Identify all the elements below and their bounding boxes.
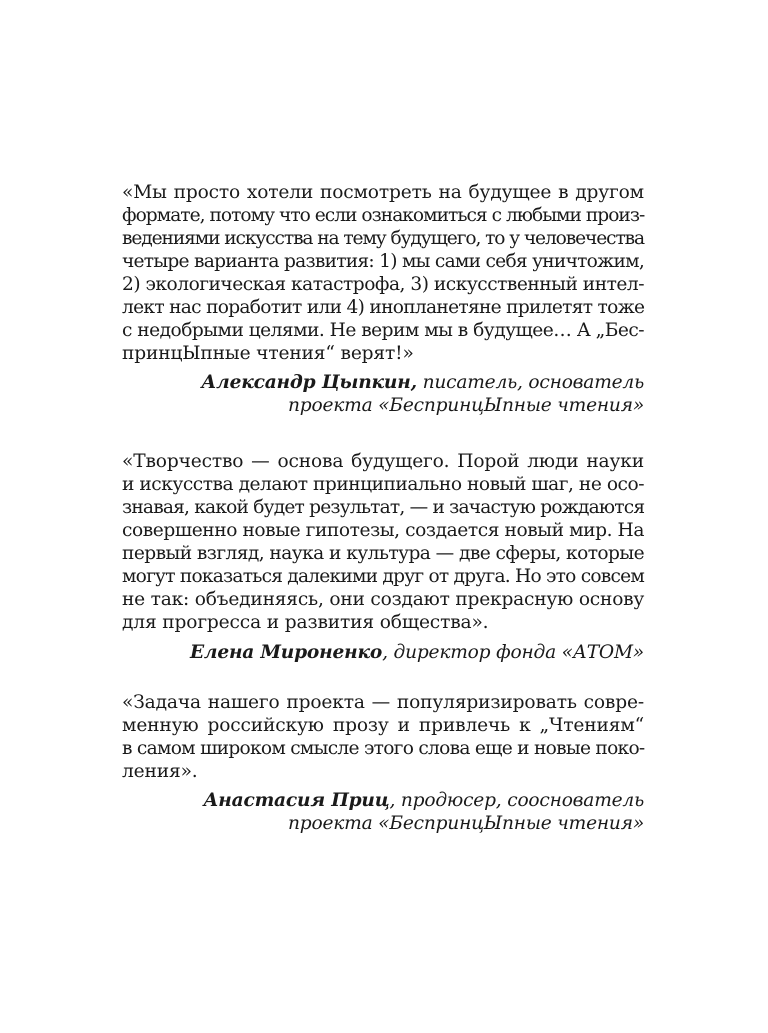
author-role: , директор фонда «АТОМ» — [382, 642, 644, 663]
quote-line: лект нас поработит или 4) инопланетяне прилетят тоже — [122, 297, 645, 318]
quote-attribution — [201, 371, 644, 394]
quote-attribution — [190, 641, 644, 664]
quote-line: принцЫпные чтения“ верят!» — [122, 343, 414, 364]
quote-line: ведениями искусства на тему будущего, то у человечества — [122, 228, 645, 249]
quote-line: и искусства делают принципиально новый шаг, не осо- — [122, 474, 644, 495]
quote-line: знавая, какой будет результат, — и зачастую рождаются — [122, 497, 645, 518]
quote-line: формате, потому что если ознакомиться с любыми произ- — [122, 205, 645, 226]
author-role: , продюсер, сооснователь — [389, 790, 644, 811]
author-name: Александр Цыпкин, — [201, 372, 417, 393]
quote-attribution — [203, 789, 644, 812]
quote-attribution-line2: проекта «БеспринцЫпные чтения» — [287, 813, 644, 834]
quote-line: четыре варианта развития: 1) мы сами себя уничтожим, — [122, 251, 644, 272]
quote-line: могут показаться далекими друг от друга. Но это совсем — [122, 566, 644, 587]
quote-attribution-line2: проекта «БеспринцЫпные чтения» — [287, 395, 644, 416]
quote-line: «Творчество — основа будущего. Порой люди науки — [122, 451, 644, 472]
author-name: Анастасия Приц — [203, 790, 390, 811]
quote-line: для прогресса и развития общества». — [122, 612, 489, 633]
quote-block-1 — [122, 181, 644, 431]
quote-block-2 — [122, 450, 644, 670]
quote-line: совершенно новые гипотезы, создается новый мир. На — [122, 520, 644, 541]
quote-block-3 — [122, 691, 644, 841]
author-name: Елена Мироненко — [189, 642, 383, 663]
quote-line: в самом широком смысле этого слова еще и новые поко- — [122, 738, 645, 759]
author-role: писатель, основатель — [416, 372, 644, 393]
quote-line: «Задача нашего проекта — популяризировать совре- — [122, 692, 644, 713]
quote-line: 2) экологическая катастрофа, 3) искусственный интел- — [122, 274, 644, 295]
quote-line: «Мы просто хотели посмотреть на будущее в другом — [122, 182, 644, 203]
quote-line: не так: объединяясь, они создают прекрасную основу — [122, 589, 645, 610]
quote-line: ления». — [122, 761, 198, 782]
quote-line: менную российскую прозу и привлечь к „Чтениям“ — [122, 715, 644, 736]
quote-line: первый взгляд, наука и культура — две сферы, которые — [122, 543, 645, 564]
quote-line: с недобрыми целями. Не верим мы в будущее… А „Бес- — [122, 320, 644, 341]
